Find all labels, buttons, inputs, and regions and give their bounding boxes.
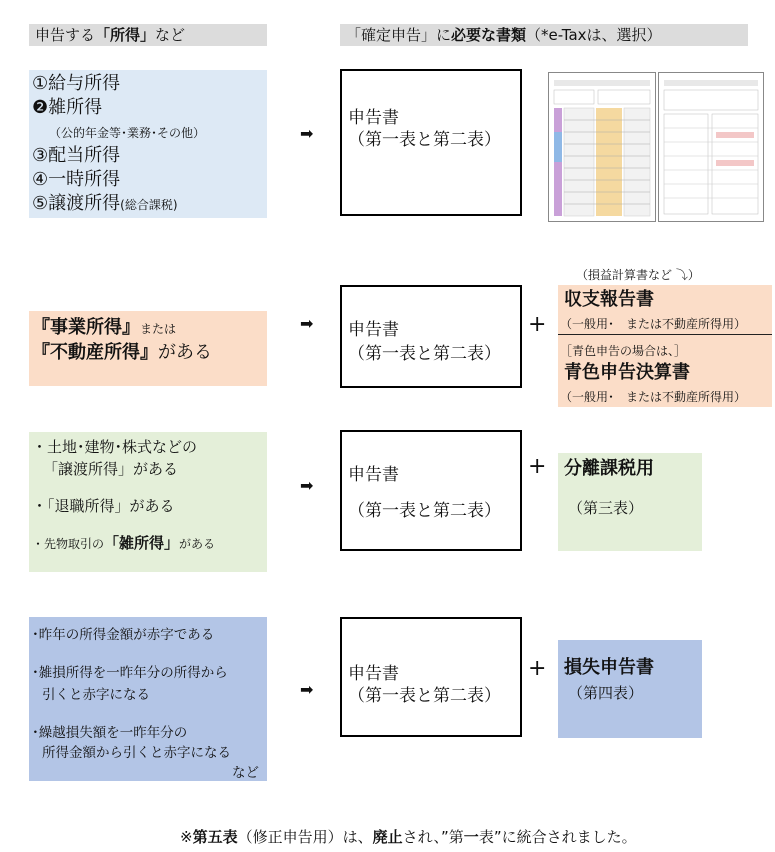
row2-line2-bold: 『不動産所得』 — [32, 342, 158, 363]
row4-bullet1: ･昨年の所得金額が赤字である — [32, 627, 215, 643]
row4-bullet2-line2: 引くと赤字になる — [42, 687, 150, 703]
row2-report2-title: 青色申告決算書 — [564, 362, 690, 383]
tax-form-thumbnail-page2 — [658, 72, 764, 222]
row4-form-title: 申告書 — [348, 664, 399, 684]
row1-item-5-label: ⑤譲渡所得 — [32, 193, 121, 214]
left-header — [29, 24, 267, 46]
footer-mid2: され、”第 — [402, 828, 464, 846]
row2-form-box — [340, 285, 522, 388]
row3-bullet1-line2: 「譲渡所得」がある — [43, 460, 179, 478]
row2-form-title: 申告書 — [348, 320, 399, 340]
row1-item-1: ①給与所得 — [32, 73, 121, 94]
row1-item-2: ❷雑所得 — [32, 97, 103, 118]
row2-line1 — [32, 316, 176, 341]
row4-arrow-icon: ➡ — [300, 680, 314, 699]
row4-loss-form-subtitle: （第四表） — [568, 684, 644, 702]
row3-separate-tax-panel — [558, 453, 702, 551]
row3-bullet3-post: がある — [179, 537, 216, 551]
row3-form-subtitle: （第一表と第二表） — [348, 501, 501, 521]
row2-line2 — [32, 341, 212, 365]
row4-form-box — [340, 617, 522, 737]
row2-report-panel — [558, 285, 772, 407]
footer-bold2: 廃止 — [372, 828, 403, 846]
row4-loss-panel — [29, 617, 267, 781]
row2-report1-title: 収支報告書 — [564, 289, 654, 310]
row2-line2-rest: がある — [158, 342, 212, 363]
right-header-post: （*e-Taxは、選択） — [526, 26, 662, 44]
row1-form-box — [340, 69, 522, 216]
row4-bullet3-line1: ･繰越損失額を一昨年分の — [32, 725, 188, 741]
row3-bullet3 — [32, 532, 215, 553]
row1-item-3: ③配当所得 — [32, 145, 121, 166]
left-header-post: など — [155, 26, 186, 44]
right-header-pre: 「確定申告」に — [346, 26, 452, 44]
row3-arrow-icon: ➡ — [300, 476, 314, 495]
row4-bullet3-line2: 所得金額から引くと赤字になる — [42, 745, 231, 761]
footer-post: 表”に統合されました。 — [478, 828, 637, 846]
footer-mid1: （修正申告用）は、 — [237, 828, 373, 846]
row2-plus-sign: + — [528, 312, 547, 337]
row2-business-panel — [29, 311, 267, 386]
row4-loss-form-panel — [558, 640, 702, 738]
row3-plus-sign: + — [528, 454, 547, 479]
row4-form-subtitle: （第一表と第二表） — [348, 686, 501, 706]
right-header — [340, 24, 748, 46]
row3-separate-tax-subtitle: （第三表） — [568, 499, 644, 517]
left-header-bold: 「所得」 — [95, 26, 156, 44]
row1-income-panel — [29, 70, 267, 218]
row3-bullet3-pre: ・先物取引の — [32, 537, 105, 551]
row1-arrow-icon: ➡ — [300, 124, 314, 143]
row3-bullet3-bold: 「雑所得」 — [104, 534, 180, 552]
row2-report1-subtitle: （一般用･ または不動産所得用） — [560, 317, 747, 331]
row3-bullet2: ・「退職所得」がある — [32, 497, 175, 515]
row2-line1-bold: 『事業所得』 — [32, 317, 140, 338]
row4-loss-form-title: 損失申告書 — [564, 657, 654, 678]
row3-transfer-panel — [29, 432, 267, 572]
row2-note-top: （損益計算書など ⤵） — [576, 268, 700, 282]
row4-bullet2-line1: ･雑損所得を一昨年分の所得から — [32, 665, 228, 681]
footer-pre: ※ — [180, 828, 193, 846]
row1-item-4: ④一時所得 — [32, 169, 121, 190]
tax-form-thumbnail-page1 — [548, 72, 656, 222]
row1-item-2-note: （公的年金等･業務･その他） — [49, 126, 206, 140]
row3-separate-tax-title: 分離課税用 — [564, 458, 654, 479]
right-header-bold: 必要な書類 — [451, 26, 527, 44]
left-header-pre: 申告する — [35, 26, 96, 44]
row3-bullet1-line1: ・土地･建物･株式などの — [32, 438, 198, 456]
row1-form-subtitle: （第一表と第二表） — [348, 130, 501, 150]
row2-line1-rest: または — [140, 322, 177, 336]
row3-form-title: 申告書 — [348, 465, 399, 485]
row2-report-divider — [558, 334, 772, 335]
row4-plus-sign: + — [528, 656, 547, 681]
row2-arrow-icon: ➡ — [300, 314, 314, 333]
footer-bold1: 第五表 — [192, 828, 238, 846]
row2-form-subtitle: （第一表と第二表） — [348, 344, 501, 364]
row1-item-5-suffix: (総合課税) — [120, 198, 178, 212]
row3-form-box — [340, 430, 522, 551]
footer-bold3: 一 — [463, 828, 479, 846]
row4-bullet3-line3: など — [232, 765, 259, 781]
row1-form-title: 申告書 — [348, 108, 399, 128]
row1-item-5 — [32, 192, 178, 217]
row2-report2-subtitle: （一般用･ または不動産所得用） — [560, 390, 747, 404]
row2-blue-note: ［青色申告の場合は、］ — [560, 344, 687, 358]
footer-note — [180, 826, 637, 847]
